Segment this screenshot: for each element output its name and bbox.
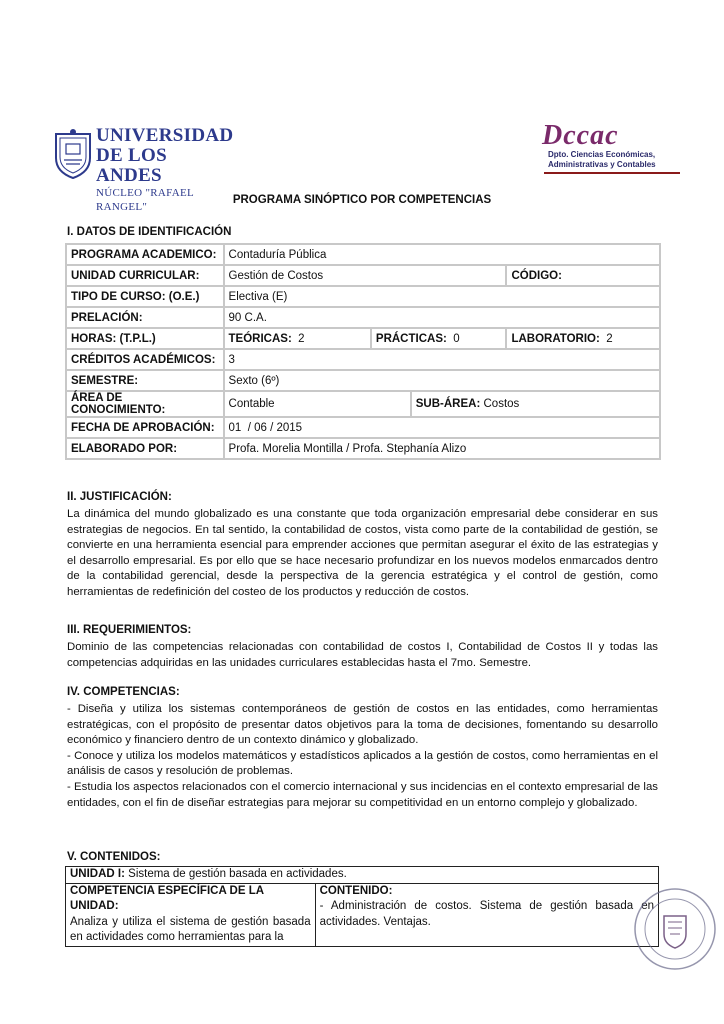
list-item: - Conoce y utiliza los modelos matemáticos y estadísticos aplicados a la gestión de costos, como herramientas en el análisis de casos y resolución de problemas. (67, 749, 658, 778)
section-requirements-heading: III. REQUERIMIENTOS: (67, 624, 192, 636)
department-name-line2: Administrativas y Contables (548, 160, 656, 169)
programa-value: Contaduría Pública (224, 244, 660, 265)
col2-text: - Administración de costos. Sistema de gestión basada en actividades. Ventajas. (319, 900, 654, 928)
contents-col1 (66, 883, 316, 946)
unidad-label: UNIDAD I: (70, 868, 125, 880)
programa-label: PROGRAMA ACADEMICO: (66, 244, 224, 265)
area-label: ÁREA DE CONOCIMIENTO: (66, 391, 224, 417)
university-campus: NÚCLEO "RAFAEL RANGEL" (96, 187, 194, 213)
table-row (66, 286, 660, 307)
laboratorio-cell (506, 328, 660, 349)
table-row (66, 867, 659, 884)
fecha-label: FECHA DE APROBACIÓN: (66, 417, 224, 438)
university-name-line2: DE LOS ANDES (96, 145, 167, 186)
area-value: Contable (224, 391, 411, 417)
prelacion-value: 90 C.A. (224, 307, 660, 328)
requirements-text: Dominio de las competencias relacionadas con contabilidad de costos I, Contabilidad de Costos II y todas las competencias adquiridas en las unidades curriculares establecidas hasta el 7mo. Semestre. (67, 641, 658, 669)
university-name-line1: UNIVERSIDAD (96, 125, 234, 146)
col2-header: CONTENIDO: (319, 884, 393, 897)
university-logo (52, 125, 234, 213)
table-row (66, 244, 660, 265)
section-identification-heading: I. DATOS DE IDENTIFICACIÓN (67, 226, 232, 238)
subarea-label: SUB-ÁREA: (415, 398, 481, 410)
horas-label: HORAS: (T.P.L.) (66, 328, 224, 349)
teoricas-label: TEÓRICAS: (228, 332, 292, 345)
semestre-label: SEMESTRE: (66, 370, 224, 391)
table-row (66, 883, 659, 946)
document-title: PROGRAMA SINÓPTICO POR COMPETENCIAS (232, 194, 492, 206)
contents-col2 (315, 883, 658, 946)
section-justification-heading: II. JUSTIFICACIÓN: (67, 491, 172, 503)
justification-text: La dinámica del mundo globalizado es una constante que toda organización empresarial debe considerar en sus estrategias de negocios. En tal sentido, la contabilidad de costos, vista como parte de la contabilidad de gestión, se convierte en una herramienta esencial para emprender acciones que permitan asegurar el éxito de las estrategias y el desarrollo empresarial. Es por ello que se hace necesario profundizar en los nuevos modelos enmarcados dentro de la contabilidad gerencial, desde la perspectiva de la gerencia estratégica y el control de gestión, como herramientas de redefinición del costeo de los productos y reducción de costos. (67, 508, 658, 598)
col1-text: Analiza y utiliza el sistema de gestión basada en actividades como herramientas para la (70, 915, 311, 943)
laboratorio-value: 2 (606, 332, 613, 345)
contents-table (65, 866, 659, 947)
list-item: - Estudia los aspectos relacionados con el comercio internacional y sus incidencias en el contexto empresarial de las entidades, con el fin de diseñar estrategias para mejorar su competitividad en un entorno complejo y globalizado. (67, 780, 658, 809)
subarea-cell (411, 391, 660, 417)
table-row (66, 370, 660, 391)
unidad-row-cell (66, 867, 659, 884)
tipo-value: Electiva (E) (224, 286, 660, 307)
table-row (66, 328, 660, 349)
unidad-value: Gestión de Costos (224, 265, 507, 286)
subarea-value: Costos (483, 398, 520, 410)
department-logo (534, 120, 682, 178)
unidad-label: UNIDAD CURRICULAR: (66, 265, 224, 286)
list-item: - Diseña y utiliza los sistemas contemporáneos de gestión de costos en las entidades, como herramientas estratégicas, con el propósito de presentar datos objetivos para la toma de decisiones, fomentando su desarrollo económico y financiero dentro de un contexto dinámico y globalizado. (67, 703, 658, 747)
competencies-list (67, 702, 658, 811)
official-stamp-icon (632, 886, 718, 972)
teoricas-cell (224, 328, 371, 349)
elaborado-label: ELABORADO POR: (66, 438, 224, 459)
table-row (66, 265, 660, 286)
university-crest-icon (52, 128, 94, 180)
section-competencies-heading: IV. COMPETENCIAS: (67, 686, 180, 698)
codigo-label: CÓDIGO: (511, 269, 562, 282)
codigo-cell (506, 265, 660, 286)
practicas-cell (371, 328, 507, 349)
table-row (66, 391, 660, 417)
tipo-label: TIPO DE CURSO: (O.E.) (66, 286, 224, 307)
fecha-value: 01 / 06 / 2015 (224, 417, 660, 438)
table-row (66, 417, 660, 438)
department-name-line1: Dpto. Ciencias Económicas, (548, 150, 656, 159)
prelacion-label: PRELACIÓN: (66, 307, 224, 328)
department-logo-underline (544, 172, 680, 174)
table-row (66, 307, 660, 328)
laboratorio-label: LABORATORIO: (511, 332, 600, 345)
practicas-label: PRÁCTICAS: (375, 332, 447, 345)
semestre-value: Sexto (6º) (224, 370, 660, 391)
teoricas-value: 2 (298, 332, 305, 345)
col1-header: COMPETENCIA ESPECÍFICA DE LA UNIDAD: (70, 884, 264, 912)
table-row (66, 438, 660, 459)
department-logo-word: Dccac (542, 120, 619, 151)
identification-table (65, 243, 661, 460)
elaborado-value: Profa. Morelia Montilla / Profa. Stephanía Alizo (224, 438, 660, 459)
practicas-value: 0 (453, 332, 460, 345)
creditos-label: CRÉDITOS ACADÉMICOS: (66, 349, 224, 370)
unidad-value: Sistema de gestión basada en actividades. (128, 868, 347, 880)
creditos-value: 3 (224, 349, 660, 370)
table-row (66, 349, 660, 370)
section-contents-heading: V. CONTENIDOS: (67, 851, 161, 863)
